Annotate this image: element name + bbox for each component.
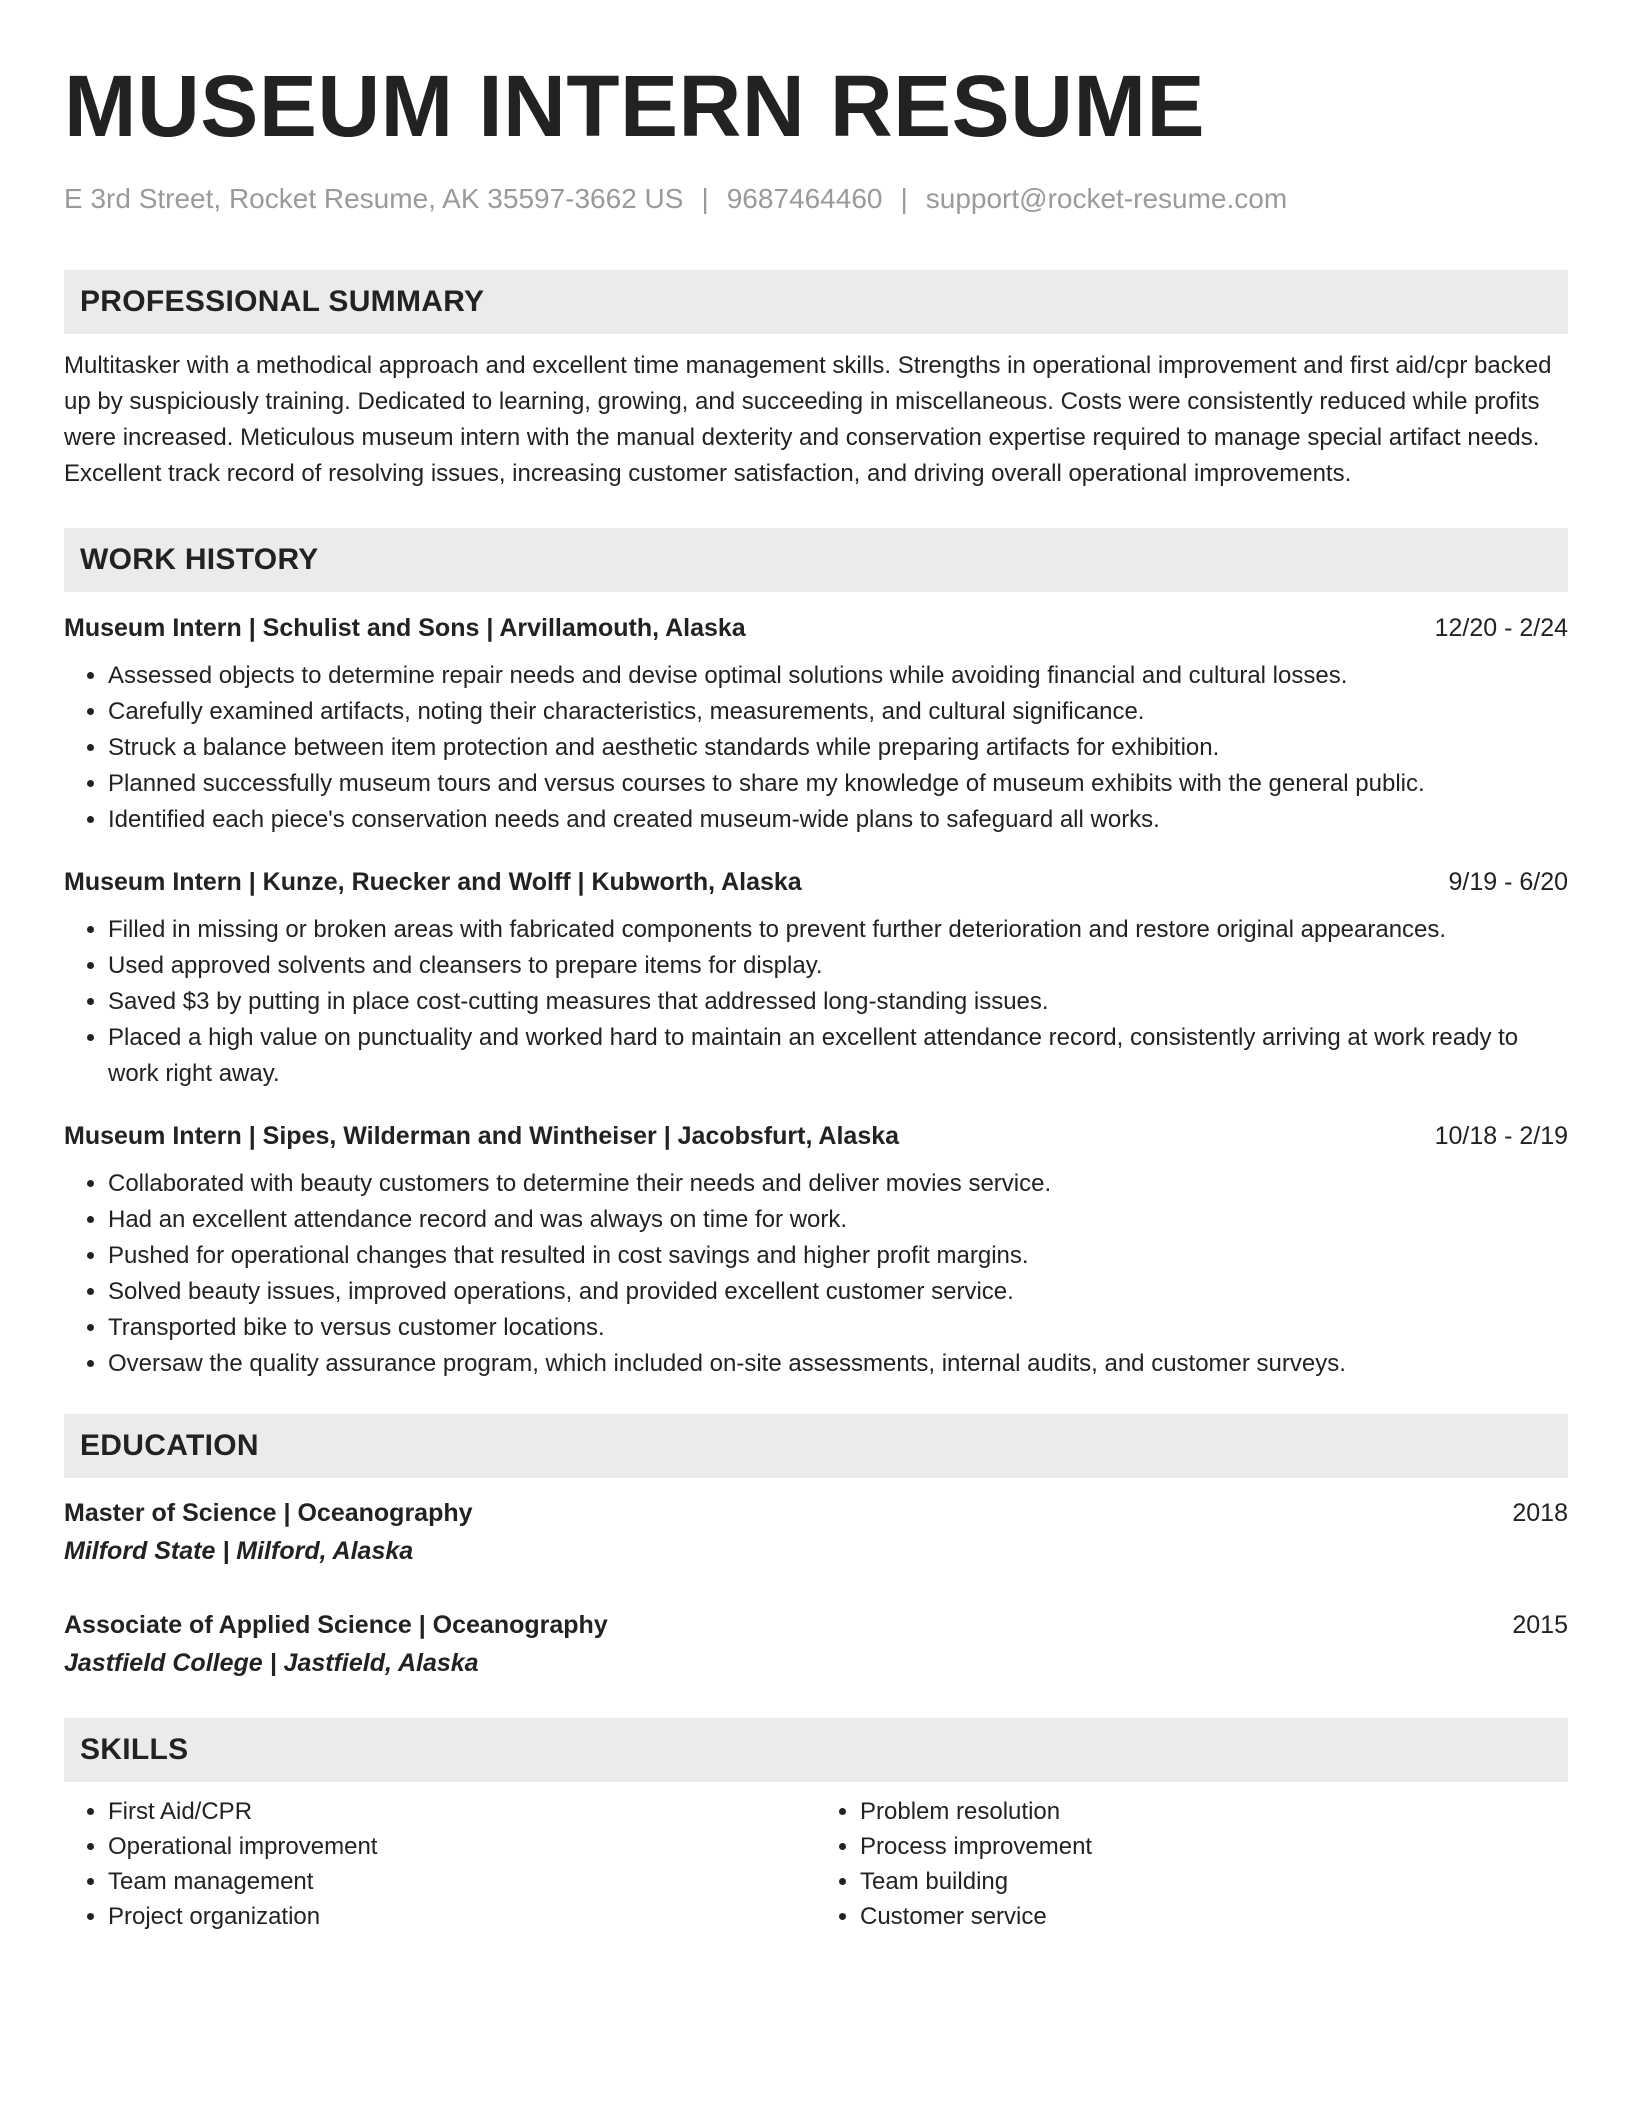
summary-text: Multitasker with a methodical approach and excellent time management skills. Strengths in operational improvement and first aid/cpr backed up by suspiciously training. Dedicated to learning, growing, and succeeding in miscellaneous. Costs were consistently reduced while profits were increased. Meticulous museum intern with the manual dexterity and conservation expertise required to manage special artifact needs. Excellent track record of resolving issues, increasing customer satisfaction, and driving overall operational improvements. (64, 352, 1552, 487)
contact-separator: | (900, 183, 908, 214)
job-header (64, 864, 1568, 900)
skill-item: • Process improvement (860, 1829, 1568, 1864)
contact-address: E 3rd Street, Rocket Resume, AK 35597-3662 US (64, 183, 684, 214)
education-entry (64, 1494, 1568, 1570)
section-heading-work-history: WORK HISTORY (64, 528, 1568, 592)
job-entry (64, 864, 1568, 1092)
job-dates: 12/20 - 2/24 (1434, 614, 1568, 642)
job-bullets (64, 912, 1568, 1092)
job-bullet: • Filled in missing or broken areas with fabricated components to prevent further deterioration and restore original appearances. (108, 912, 1568, 948)
education-year: 2018 (1512, 1499, 1568, 1527)
job-bullets (64, 658, 1568, 838)
job-bullet: • Oversaw the quality assurance program, which included on-site assessments, internal audits, and customer surveys. (108, 1346, 1568, 1382)
skill-item: • First Aid/CPR (108, 1794, 816, 1829)
job-bullet: • Had an excellent attendance record and was always on time for work. (108, 1202, 1568, 1238)
job-dates: 9/19 - 6/20 (1448, 868, 1568, 896)
job-bullet: • Pushed for operational changes that resulted in cost savings and higher profit margins. (108, 1238, 1568, 1274)
job-dates: 10/18 - 2/19 (1434, 1122, 1568, 1150)
skill-item: • Project organization (108, 1899, 816, 1934)
job-bullet: • Transported bike to versus customer locations. (108, 1310, 1568, 1346)
job-bullet: • Carefully examined artifacts, noting their characteristics, measurements, and cultural significance. (108, 694, 1568, 730)
job-bullet: • Placed a high value on punctuality and worked hard to maintain an excellent attendance record, consistently arriving at work ready to work right away. (108, 1020, 1568, 1092)
skills-column-right (816, 1794, 1568, 1934)
section-heading-skills: SKILLS (64, 1718, 1568, 1782)
job-bullet: • Used approved solvents and cleansers to prepare items for display. (108, 948, 1568, 984)
job-header (64, 1118, 1568, 1154)
education-degree: Master of Science | Oceanography (64, 1499, 473, 1527)
contact-separator: | (701, 183, 709, 214)
job-entry (64, 1118, 1568, 1382)
section-heading-education: EDUCATION (64, 1414, 1568, 1478)
job-bullet: • Assessed objects to determine repair needs and devise optimal solutions while avoiding financial and cultural losses. (108, 658, 1568, 694)
skill-item: • Problem resolution (860, 1794, 1568, 1829)
education-year: 2015 (1512, 1611, 1568, 1639)
job-bullet: • Solved beauty issues, improved operations, and provided excellent customer service. (108, 1274, 1568, 1310)
contact-phone: 9687464460 (726, 183, 883, 214)
job-title: Museum Intern | Schulist and Sons | Arvillamouth, Alaska (64, 614, 746, 642)
job-header (64, 610, 1568, 646)
education-school: Milford State | Milford, Alaska (64, 1537, 414, 1565)
job-bullet: • Identified each piece's conservation needs and created museum-wide plans to safeguard all works. (108, 802, 1568, 838)
job-bullets (64, 1166, 1568, 1382)
skill-item: • Team management (108, 1864, 816, 1899)
page-title: MUSEUM INTERN RESUME (64, 58, 1206, 155)
skill-item: • Team building (860, 1864, 1568, 1899)
contact-email: support@rocket-resume.com (925, 183, 1288, 214)
skills-column-left (64, 1794, 816, 1934)
job-bullet: • Struck a balance between item protection and aesthetic standards while preparing artifacts for exhibition. (108, 730, 1568, 766)
job-bullet: • Planned successfully museum tours and versus courses to share my knowledge of museum exhibits with the general public. (108, 766, 1568, 802)
skill-item: • Customer service (860, 1899, 1568, 1934)
education-entry (64, 1606, 1568, 1682)
section-heading-summary: PROFESSIONAL SUMMARY (64, 270, 1568, 334)
job-title: Museum Intern | Sipes, Wilderman and Wintheiser | Jacobsfurt, Alaska (64, 1122, 900, 1150)
job-title: Museum Intern | Kunze, Ruecker and Wolff | Kubworth, Alaska (64, 868, 802, 896)
job-bullet: • Saved $3 by putting in place cost-cutting measures that addressed long-standing issues. (108, 984, 1568, 1020)
education-school: Jastfield College | Jastfield, Alaska (64, 1649, 479, 1677)
education-degree: Associate of Applied Science | Oceanography (64, 1611, 608, 1639)
education-header (64, 1606, 1568, 1644)
job-entry (64, 610, 1568, 838)
contact-line (64, 180, 1568, 218)
education-header (64, 1494, 1568, 1532)
skill-item: • Operational improvement (108, 1829, 816, 1864)
skills-list (64, 1794, 1568, 1934)
job-bullet: • Collaborated with beauty customers to determine their needs and deliver movies service. (108, 1166, 1568, 1202)
